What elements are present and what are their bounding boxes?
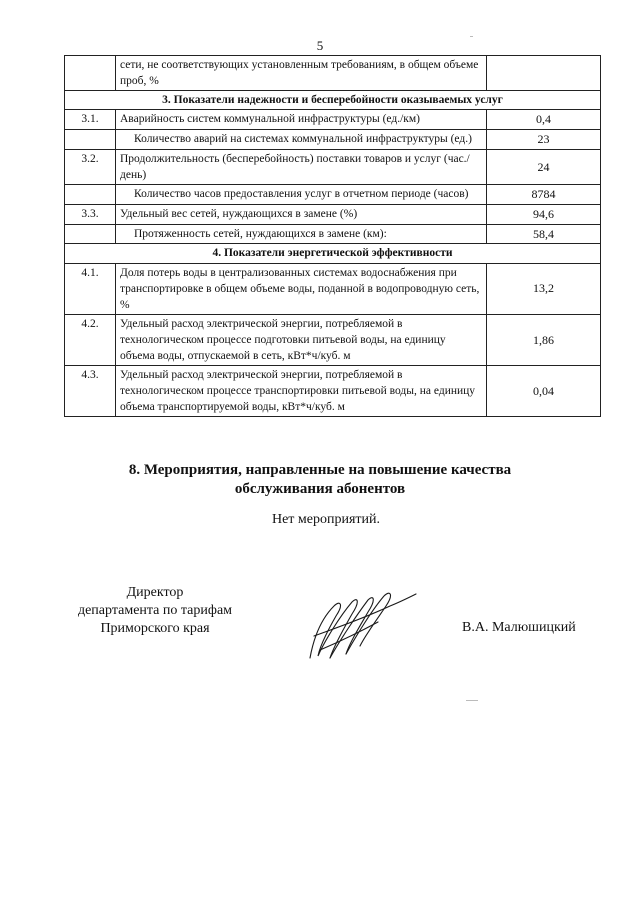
indicator-value: [487, 56, 601, 91]
indicator-description: Продолжительность (бесперебойность) поставки товаров и услуг (час./день): [116, 149, 487, 184]
table-row: [65, 110, 601, 130]
indicator-value: 8784: [487, 185, 601, 205]
indicators-table-body: [65, 56, 601, 417]
signer-name: В.А. Малюшицкий: [462, 620, 576, 635]
table-row: [65, 204, 601, 224]
indicator-description: Удельный расход электрической энергии, потребляемой в технологическом процессе подготовки питьевой воды, на единицу объема воды, отпускаемой в сеть, кВт*ч/куб. м: [116, 314, 487, 365]
scan-speck: [466, 700, 478, 701]
sub-indicator-description: Количество аварий на системах коммунальной инфраструктуры (ед.): [134, 133, 472, 146]
indicator-value: 23: [487, 130, 601, 150]
indicator-value: 58,4: [487, 224, 601, 244]
sub-indicator-description: Количество часов предоставления услуг в отчетном периоде (часов): [134, 188, 469, 201]
indicator-value: 24: [487, 149, 601, 184]
page-number: 5: [316, 38, 324, 53]
handwritten-signature: [300, 576, 420, 666]
row-description-cell: [116, 130, 487, 150]
indicator-description: сети, не соответствующих установленным требованиям, в общем объеме проб, %: [116, 56, 487, 91]
signer-title-line-2: департамента по тарифам: [77, 603, 233, 619]
section-8-heading: [0, 461, 640, 499]
indicator-description: Аварийность систем коммунальной инфраструктуры (ед./км): [116, 110, 487, 130]
indicator-description: Доля потерь воды в централизованных системах водоснабжения при транспортировке в общем объеме воды, поданной в водопроводную сеть, %: [116, 263, 487, 314]
section-header-row: [65, 91, 601, 110]
row-number: [65, 56, 116, 91]
row-number: 4.1.: [65, 263, 116, 314]
indicator-value: 13,2: [487, 263, 601, 314]
indicator-description: Удельный расход электрической энергии, потребляемой в технологическом процессе транспортировки питьевой воды, на единицу объема транспортируемой воды, кВт*ч/куб. м: [116, 366, 487, 417]
section-header: 3. Показатели надежности и бесперебойности оказываемых услуг: [65, 91, 601, 110]
table-row: [65, 314, 601, 365]
row-number: [65, 130, 116, 150]
table-row: [65, 224, 601, 244]
section-8-title-line-1: 8. Мероприятия, направленные на повышение качества: [128, 462, 512, 478]
table-row: [65, 366, 601, 417]
indicator-value: 0,4: [487, 110, 601, 130]
indicator-value: 0,04: [487, 366, 601, 417]
row-description-cell: [116, 224, 487, 244]
table-row: [65, 130, 601, 150]
indicator-value: 94,6: [487, 204, 601, 224]
section-8-title-line-2: обслуживания абонентов: [234, 480, 406, 497]
table-row: [65, 149, 601, 184]
row-number: 4.3.: [65, 366, 116, 417]
section-header-row: [65, 244, 601, 263]
no-measures-note: Нет мероприятий.: [271, 512, 381, 527]
scan-speck: [470, 36, 473, 37]
row-number: [65, 224, 116, 244]
table-row: [65, 263, 601, 314]
row-number: 3.2.: [65, 149, 116, 184]
table-row: [65, 185, 601, 205]
row-number: 4.2.: [65, 314, 116, 365]
indicators-table: [64, 55, 601, 417]
row-number: 3.3.: [65, 204, 116, 224]
table-row: [65, 56, 601, 91]
signer-title-line-3: Приморского края: [100, 621, 210, 637]
signer-title-block: [55, 584, 255, 639]
section-header: 4. Показатели энергетической эффективности: [65, 244, 601, 263]
indicator-description: Удельный вес сетей, нуждающихся в замене (%): [116, 204, 487, 224]
row-number: [65, 185, 116, 205]
sub-indicator-description: Протяженность сетей, нуждающихся в замене (км):: [134, 227, 387, 240]
row-description-cell: [116, 185, 487, 205]
indicator-value: 1,86: [487, 314, 601, 365]
row-number: 3.1.: [65, 110, 116, 130]
signer-title-line-1: Директор: [126, 585, 184, 600]
